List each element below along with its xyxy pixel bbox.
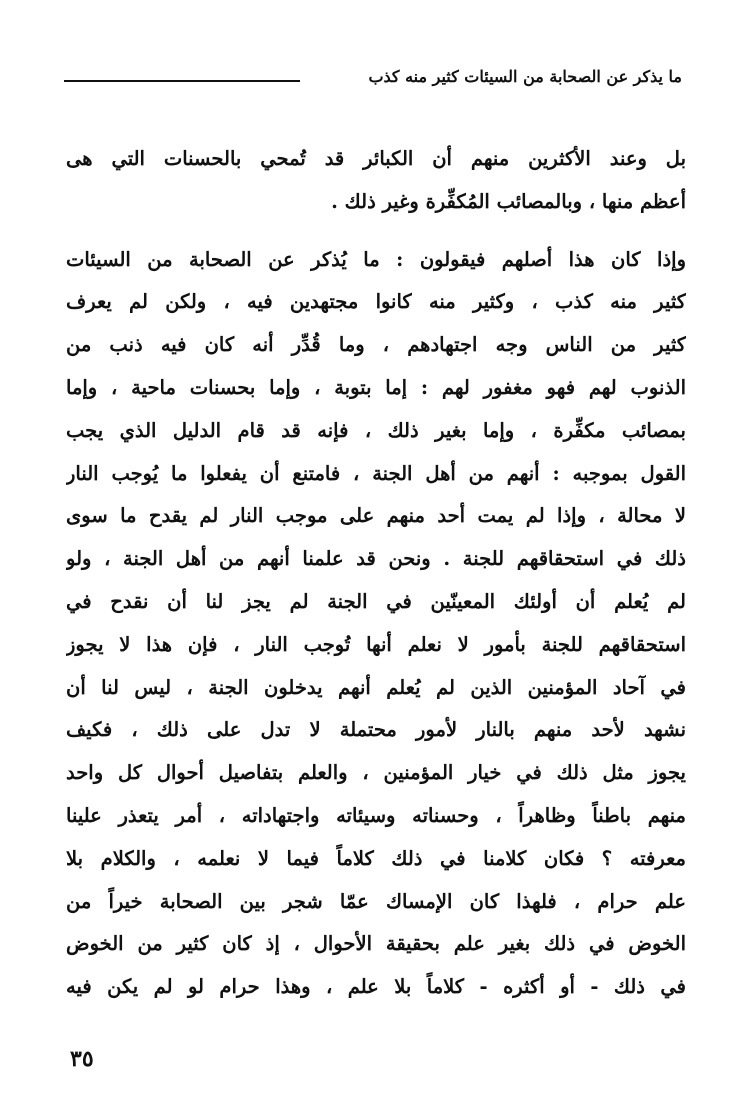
text-line: لا محالة ، وإذا لم يمت أحد منهم على موجب النار لم يقدح ما سوى	[66, 504, 686, 528]
text-line: أعظم منها ، وبالمصائب المُكفِّرة وغير ذلك .	[331, 189, 686, 213]
text-line: وإذا كان هذا أصلهم فيقولون : ما يُذكر عن الصحابة من السيئات	[66, 247, 686, 271]
text-line: استحقاقهم للجنة بأمور لا نعلم أنها تُوجب النار ، فإن هذا لا يجوز	[66, 632, 686, 656]
paragraph-2	[66, 239, 686, 1009]
text-line: علم حرام ، فلهذا كان الإمساك عمّا شجر بين الصحابة خيراً من	[66, 889, 686, 913]
page-number: ٣٥	[70, 1046, 94, 1072]
text-line: الذنوب لهم فهو مغفور لهم : إما بتوبة ، وإما بحسنات ماحية ، وإما	[66, 375, 686, 399]
text-line: يجوز مثل ذلك في خيار المؤمنين ، والعلم بتفاصيل أحوال كل واحد	[66, 761, 686, 785]
text-line: بل وعند الأكثرين منهم أن الكبائر قد تُمحي بالحسنات التي هى	[66, 147, 686, 170]
text-line: كثير من الناس وجه اجتهادهم ، وما قُدِّر أنه كان فيه ذنب من	[66, 333, 686, 357]
paragraph-1	[66, 138, 686, 224]
running-title: ما يذكر عن الصحابة من السيئات كثير منه كذب	[368, 67, 682, 86]
running-header	[64, 66, 682, 96]
text-line: في آحاد المؤمنين الذين لم يُعلم أنهم يدخلون الجنة ، ليس لنا أن	[66, 675, 686, 699]
text-line: نشهد لأحد منهم بالنار لأمور محتملة لا تدل على ذلك ، فكيف	[66, 718, 686, 742]
text-line: ذلك في استحقاقهم للجنة . ونحن قد علمنا أنهم من أهل الجنة ، ولو	[66, 547, 686, 571]
header-rule	[64, 80, 300, 82]
text-line: لم يُعلم أن أولئك المعينّين في الجنة لم يجز لنا أن نقدح في	[66, 589, 686, 613]
text-line: في ذلك - أو أكثره - كلاماً بلا علم ، وهذا حرام لو لم يكن فيه	[66, 975, 686, 999]
paragraph-gap	[66, 224, 686, 239]
body-text	[66, 138, 686, 1009]
text-line: القول بموجبه : أنهم من أهل الجنة ، فامتنع أن يفعلوا ما يُوجب النار	[66, 461, 686, 485]
text-line: معرفته ؟ فكان كلامنا في ذلك كلاماً فيما لا نعلمه ، والكلام بلا	[66, 846, 686, 870]
text-line: بمصائب مكفِّرة ، وإما بغير ذلك ، فإنه قد قام الدليل الذي يجب	[66, 418, 686, 442]
text-line: منهم باطناً وظاهراً ، وحسناته وسيئاته واجتهاداته ، أمر يتعذر علينا	[66, 803, 686, 827]
text-line: الخوض في ذلك بغير علم بحقيقة الأحوال ، إذ كان كثير من الخوض	[66, 932, 686, 956]
text-line: كثير منه كذب ، وكثير منه كانوا مجتهدين فيه ، ولكن لم يعرف	[66, 290, 686, 314]
